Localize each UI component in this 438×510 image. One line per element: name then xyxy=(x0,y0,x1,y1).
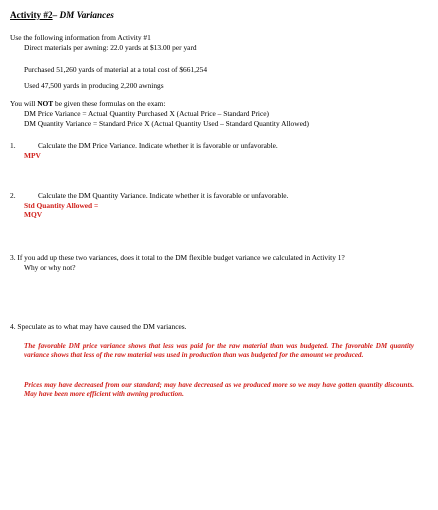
info-used: Used 47,500 yards in producing 2,200 awnings xyxy=(24,81,164,90)
q4-text: 4. Speculate as to what may have caused the DM variances. xyxy=(10,322,187,331)
page-title xyxy=(10,10,114,21)
q1-answer-mpv: MPV xyxy=(24,151,41,160)
info-purchased: Purchased 51,260 yards of material at a total cost of $661,254 xyxy=(24,65,208,74)
formula-quantity-variance: DM Quantity Variance = Standard Price X (Actual Quantity Used – Standard Quantity Allowed) xyxy=(24,119,310,128)
title-subject: – DM Variances xyxy=(52,10,114,20)
q2-number: 2. xyxy=(10,191,16,200)
title-activity: Activity #2 xyxy=(10,10,53,20)
q4-answer-paragraph-2: Prices may have decreased from our standard; may have decreased as we produced more so we may have gotten quantity discounts. May have been more efficient with awning production. xyxy=(24,381,414,399)
info-dm-per-awning: Direct materials per awning: 22.0 yards at $13.00 per yard xyxy=(24,43,197,52)
formula-price-variance: DM Price Variance = Actual Quantity Purchased X (Actual Price – Standard Price) xyxy=(24,109,269,118)
formulas-intro-pre: You will xyxy=(10,99,38,108)
q1-text: Calculate the DM Price Variance. Indicate whether it is favorable or unfavorable. xyxy=(38,141,278,150)
q2-answer-std-quantity: Std Quantity Allowed = xyxy=(24,201,99,210)
formulas-intro xyxy=(10,99,165,108)
q3-text: 3. If you add up these two variances, does it total to the DM flexible budget variance we calculated in Activity 1? xyxy=(10,253,345,262)
q1-number: 1. xyxy=(10,141,16,150)
q2-text: Calculate the DM Quantity Variance. Indicate whether it is favorable or unfavorable. xyxy=(38,191,289,200)
info-intro: Use the following information from Activity #1 xyxy=(10,33,151,42)
formulas-intro-not: NOT xyxy=(37,99,54,108)
q3-followup: Why or why not? xyxy=(24,263,76,272)
q4-answer-paragraph-1: The favorable DM price variance shows that less was paid for the raw material than was budgeted. The favorable DM quantity variance shows that less of the raw material was used in production than was budgeted for the amount we produced. xyxy=(24,342,414,360)
q2-answer-mqv: MQV xyxy=(24,210,43,219)
formulas-intro-post: be given these formulas on the exam: xyxy=(53,99,166,108)
